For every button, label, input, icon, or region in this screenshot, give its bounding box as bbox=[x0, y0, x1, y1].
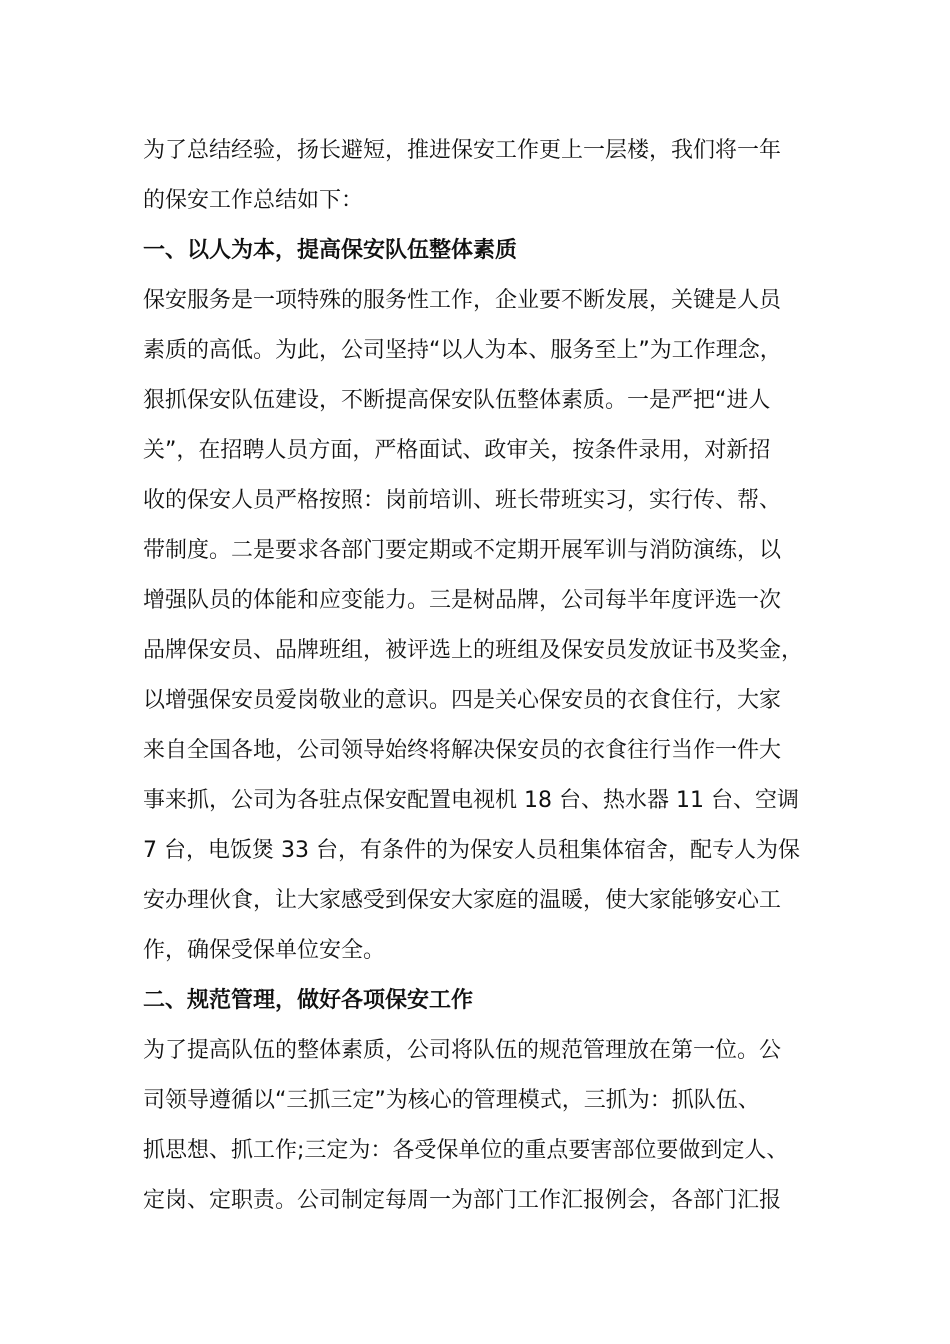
paragraph-line: 带制度。二是要求各部门要定期或不定期开展军训与消防演练，以 bbox=[143, 538, 782, 563]
paragraph-line: 安办理伙食，让大家感受到保安大家庭的温暖，使大家能够安心工 bbox=[143, 888, 782, 913]
paragraph-line: 以增强保安员爱岗敬业的意识。四是关心保安员的衣食住行，大家 bbox=[143, 688, 782, 713]
paragraph-line: 事来抓，公司为各驻点保安配置电视机 18 台、热水器 11 台、空调 bbox=[143, 788, 799, 813]
paragraph-line: 收的保安人员严格按照：岗前培训、班长带班实习，实行传、帮、 bbox=[143, 488, 782, 513]
paragraph-line: 素质的高低。为此，公司坚持“以人为本、服务至上”为工作理念， bbox=[143, 338, 782, 363]
paragraph-line: 司领导遵循以“三抓三定”为核心的管理模式，三抓为：抓队伍、 bbox=[143, 1088, 760, 1113]
paragraph-line: 为了总结经验，扬长避短，推进保安工作更上一层楼，我们将一年 bbox=[143, 138, 782, 163]
section-heading: 二、规范管理，做好各项保安工作 bbox=[143, 988, 474, 1013]
paragraph-line: 狠抓保安队伍建设，不断提高保安队伍整体素质。一是严把“进人 bbox=[143, 388, 771, 413]
paragraph-line: 品牌保安员、品牌班组，被评选上的班组及保安员发放证书及奖金， bbox=[143, 638, 804, 663]
paragraph-line: 增强队员的体能和应变能力。三是树品牌，公司每半年度评选一次 bbox=[143, 588, 782, 613]
paragraph-line: 保安服务是一项特殊的服务性工作，企业要不断发展，关键是人员 bbox=[143, 288, 782, 313]
paragraph-line: 作，确保受保单位安全。 bbox=[143, 938, 386, 963]
paragraph-line: 关”，在招聘人员方面，严格面试、政审关，按条件录用，对新招 bbox=[143, 438, 771, 463]
paragraph-line: 为了提高队伍的整体素质，公司将队伍的规范管理放在第一位。公 bbox=[143, 1038, 782, 1063]
paragraph-line: 的保安工作总结如下： bbox=[143, 188, 364, 213]
paragraph-line: 7 台，电饭煲 33 台，有条件的为保安人员租集体宿舍，配专人为保 bbox=[143, 838, 800, 863]
section-heading: 一、以人为本，提高保安队伍整体素质 bbox=[143, 238, 518, 263]
document-body bbox=[143, 126, 823, 1226]
paragraph-line: 抓思想、抓工作;三定为：各受保单位的重点要害部位要做到定人、 bbox=[143, 1138, 789, 1163]
paragraph-line: 定岗、定职责。公司制定每周一为部门工作汇报例会，各部门汇报 bbox=[143, 1188, 782, 1213]
paragraph-line: 来自全国各地，公司领导始终将解决保安员的衣食往行当作一件大 bbox=[143, 738, 782, 763]
